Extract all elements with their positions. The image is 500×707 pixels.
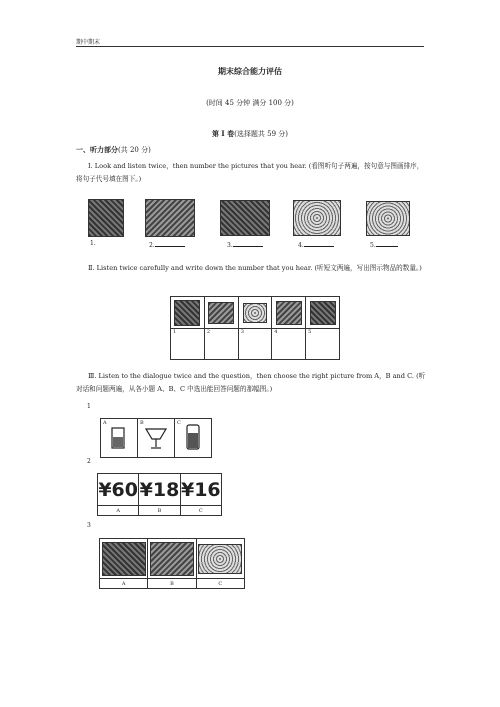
volume-heading xyxy=(0,129,500,139)
answer-slot-3[interactable] xyxy=(227,240,263,249)
picture-plant xyxy=(174,300,200,326)
answer-label-4: 4. xyxy=(298,242,304,249)
q1-option-c[interactable] xyxy=(175,419,212,458)
q3-option-a[interactable]: A xyxy=(100,579,148,589)
price-b: ¥18 xyxy=(139,474,180,506)
answer-label-2: 2. xyxy=(149,242,155,249)
q2-number: 2 xyxy=(87,458,91,465)
picture-family-table xyxy=(293,200,341,236)
q1-option-b[interactable] xyxy=(138,419,175,458)
answer-label-1: 1. xyxy=(90,240,96,247)
picture-group-indoors xyxy=(220,200,270,236)
picture-flowers xyxy=(208,302,234,324)
picture-fruit xyxy=(276,301,302,325)
part2-instruction: Ⅱ. Listen twice carefully and write down the number that you hear. (听短文两遍，写出图示物品的数量。) xyxy=(88,264,422,272)
running-header: 期中期末 xyxy=(76,39,101,46)
q3-option-c[interactable]: C xyxy=(196,579,244,589)
answer-slot-4[interactable] xyxy=(298,240,334,249)
q2-option-b[interactable]: B xyxy=(139,506,180,516)
picture-food-table xyxy=(366,201,410,236)
picture-animal-c xyxy=(198,544,242,574)
price-c: ¥16 xyxy=(180,474,221,506)
picture-box xyxy=(243,303,267,323)
answer-blank-3[interactable] xyxy=(233,240,263,247)
q1-option-a-label: A xyxy=(103,420,107,426)
volume-note: (选择题共 59 分) xyxy=(234,130,288,138)
q2-options-table xyxy=(97,473,222,516)
q1-option-b-label: B xyxy=(140,420,144,426)
answer-label-3: 3. xyxy=(227,242,233,249)
count-cell-5[interactable]: 5 xyxy=(306,329,340,360)
part2-answer-table xyxy=(170,296,340,360)
header-rule xyxy=(76,46,424,47)
price-a: ¥60 xyxy=(98,474,139,506)
exam-subtitle: (时间 45 分钟 满分 100 分) xyxy=(206,99,294,107)
q3-number: 3 xyxy=(87,522,91,529)
count-cell-3[interactable]: 3 xyxy=(238,329,272,360)
q2-option-c[interactable]: C xyxy=(180,506,221,516)
part1-instruction: Ⅰ. Look and listen twice，then number the pictures that you hear. (看图听句子两遍，按句意与图画排序，将句子代号填在图下。) xyxy=(76,162,424,183)
answer-slot-5[interactable] xyxy=(370,240,398,249)
picture-cake xyxy=(310,301,336,325)
answer-label-5: 5. xyxy=(370,242,376,249)
q3-options-table xyxy=(99,538,245,589)
q1-number: 1 xyxy=(87,403,91,410)
section-points: (共 20 分) xyxy=(118,146,151,154)
q1-options-table xyxy=(100,418,212,458)
answer-blank-4[interactable] xyxy=(304,240,334,247)
section-heading xyxy=(76,145,151,155)
answer-blank-5[interactable] xyxy=(376,240,398,247)
volume-label: 第 I 卷 xyxy=(212,129,235,138)
picture-animal-a xyxy=(102,542,146,576)
count-cell-2[interactable]: 2 xyxy=(204,329,238,360)
q1-option-a[interactable] xyxy=(101,419,138,458)
exam-title: 期末综合能力评估 xyxy=(218,66,282,76)
answer-blank-2[interactable] xyxy=(155,240,185,247)
picture-animal-b xyxy=(150,542,194,576)
answer-slot-1[interactable] xyxy=(90,240,96,247)
picture-crowd xyxy=(145,199,195,237)
q3-option-b[interactable]: B xyxy=(148,579,196,589)
count-cell-4[interactable]: 4 xyxy=(272,329,306,360)
q2-option-a[interactable]: A xyxy=(98,506,139,516)
part3-instruction: Ⅲ. Listen to the dialogue twice and the question，then choose the right picture from A，B and C. (听对话和问题两遍，从各小题 A、B、C 中选出能回答问题的那幅图。) xyxy=(76,372,426,393)
count-cell-1[interactable]: 1 xyxy=(171,329,205,360)
answer-slot-2[interactable] xyxy=(149,240,185,249)
picture-people-outdoors xyxy=(88,199,124,237)
q1-option-c-label: C xyxy=(177,420,181,426)
section-title: 一、听力部分 xyxy=(76,145,118,154)
